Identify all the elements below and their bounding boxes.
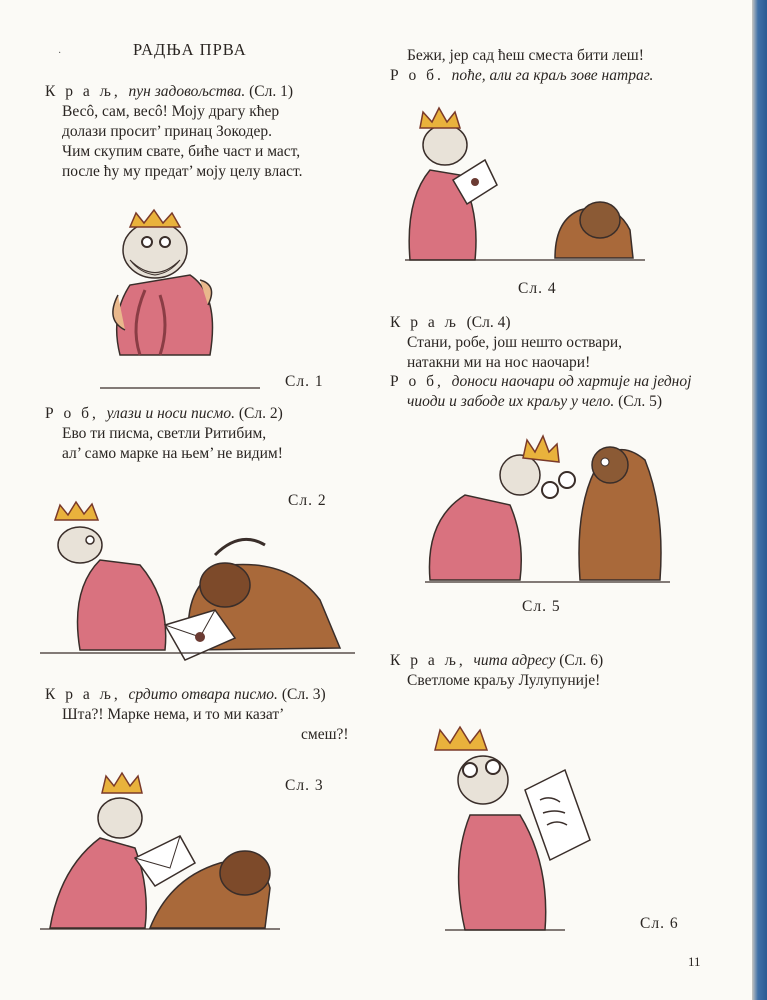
dialogue-block-2 — [45, 404, 283, 464]
dialogue-block-4 — [390, 46, 653, 86]
illustration-king-servant-letter-figure-2 — [40, 500, 360, 665]
verse-line: Весô, сам, весô! Мојy драгy кћер — [62, 103, 280, 120]
figure-ref: (Сл. 4) — [466, 314, 511, 331]
dialogue-block-6 — [390, 372, 691, 412]
page-number: 11 — [688, 954, 701, 969]
figure-caption: Сл. 6 — [640, 915, 679, 932]
stage-direction: поће, али га краљ зове натраг. — [451, 67, 654, 84]
stage-direction: срдито отвара писмо. — [128, 686, 278, 703]
verse-line: после ћу му предат’ мојy целу власт. — [62, 163, 303, 180]
dialogue-block-3 — [45, 685, 349, 745]
verse-line: Ево ти писма, светли Ритибим, — [62, 425, 267, 442]
verse-line: смеш?! — [301, 726, 349, 743]
illustration-king-calls-servant-figure-4 — [405, 100, 655, 265]
dialogue-block-7 — [390, 651, 603, 691]
speaker-name: К р а љ — [390, 314, 459, 331]
print-speck: · — [58, 48, 62, 59]
speaker-name: К р а љ, — [390, 652, 466, 669]
speaker-name: Р о б. — [390, 67, 444, 84]
verse-line: Светломе краљу Лулупуније! — [407, 672, 601, 689]
verse-line: долази просит’ принац Зокодер. — [62, 123, 272, 140]
stage-direction: улази и носи писмо. — [106, 405, 235, 422]
speaker-name: К р а љ, — [45, 686, 121, 703]
verse-line: Бежи, јер сад ћеш сместа бити леш! — [407, 47, 644, 64]
figure-caption: Сл. 2 — [288, 492, 327, 509]
figure-ref: (Сл. 1) — [249, 83, 293, 100]
dialogue-block-1 — [45, 82, 302, 182]
speaker-name: Р о б, — [390, 373, 444, 390]
figure-caption: Сл. 4 — [518, 280, 557, 297]
figure-caption: Сл. 3 — [285, 777, 324, 794]
figure-ref: (Сл. 2) — [238, 405, 283, 422]
figure-caption: Сл. 1 — [285, 373, 324, 390]
speaker-name: К р а љ, — [45, 83, 121, 100]
verse-line: Шта?! Марке нема, и то ми казат’ — [62, 706, 285, 723]
figure-ref: (Сл. 6) — [559, 652, 604, 669]
act-heading: РАДЊА ПРВА — [133, 40, 247, 59]
speaker-name: Р о б, — [45, 405, 99, 422]
verse-line: ал’ само марке на њем’ не видим! — [62, 445, 283, 462]
illustration-servant-gives-glasses-figure-5 — [425, 430, 675, 590]
figure-ref: (Сл. 5) — [618, 393, 663, 410]
illustration-king-opens-letter-figure-3 — [40, 768, 290, 933]
stage-direction: чита адресу — [473, 652, 556, 669]
verse-line: Чим скупим свате, биће част и маст, — [62, 143, 301, 160]
verse-line: натакни ми на нос наочари! — [407, 354, 591, 371]
figure-ref: (Сл. 3) — [281, 686, 326, 703]
illustration-king-figure-1 — [100, 205, 280, 395]
book-cover-edge — [752, 0, 767, 1000]
stage-direction: доноси наочари од хартије на једној — [451, 373, 692, 390]
stage-direction: чиоди и забоде их краљу у чело. — [407, 393, 615, 410]
verse-line: Стани, робе, још нешто оствари, — [407, 334, 623, 351]
stage-direction: пун задовољства. — [128, 83, 246, 100]
dialogue-block-5 — [390, 313, 622, 373]
figure-caption: Сл. 5 — [522, 598, 561, 615]
illustration-king-reads-address-figure-6 — [425, 725, 595, 935]
